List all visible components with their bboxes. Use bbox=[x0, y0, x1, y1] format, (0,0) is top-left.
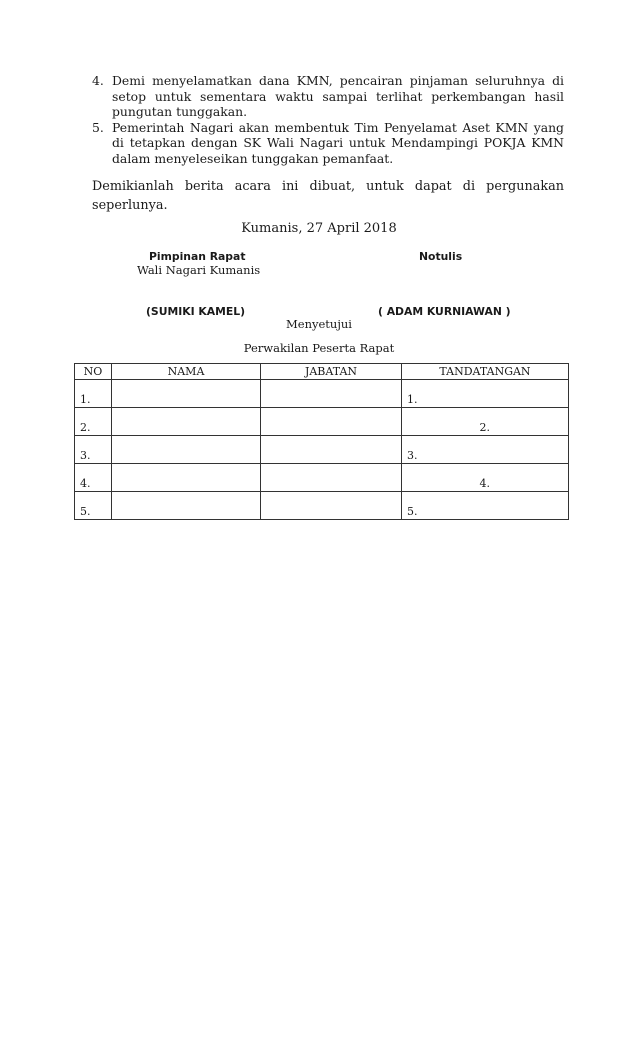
row-number: 5. bbox=[75, 492, 112, 520]
closing-statement: Demikianlah berita acara ini dibuat, untuk dapat di pergunakan seperlunya. bbox=[92, 179, 564, 213]
row-signature-cell: 3. bbox=[402, 436, 569, 464]
decision-list bbox=[92, 73, 564, 166]
row-number: 4. bbox=[75, 464, 112, 492]
list-item bbox=[92, 73, 564, 120]
table-row bbox=[75, 380, 569, 408]
row-name-cell bbox=[112, 464, 261, 492]
row-position-cell bbox=[261, 464, 402, 492]
table-header-row bbox=[75, 364, 569, 380]
table-row bbox=[75, 464, 569, 492]
place-date: Kumanis, 27 April 2018 bbox=[241, 221, 397, 236]
row-signature-cell: 5. bbox=[402, 492, 569, 520]
row-position-cell bbox=[261, 380, 402, 408]
row-signature-cell: 2. bbox=[402, 408, 569, 436]
chair-title: Pimpinan Rapat bbox=[149, 250, 246, 263]
header-nama: NAMA bbox=[112, 364, 261, 380]
participants-table bbox=[74, 363, 569, 520]
chair-subtitle: Wali Nagari Kumanis bbox=[137, 263, 261, 277]
chair-name: (SUMIKI KAMEL) bbox=[146, 305, 246, 318]
table-row bbox=[75, 492, 569, 520]
header-jabatan: JABATAN bbox=[261, 364, 402, 380]
approval-label: Menyetujui bbox=[286, 317, 352, 331]
row-number: 3. bbox=[75, 436, 112, 464]
row-signature-cell: 1. bbox=[402, 380, 569, 408]
list-item bbox=[92, 120, 564, 167]
row-number: 1. bbox=[75, 380, 112, 408]
list-item-number: 4. bbox=[92, 73, 104, 88]
list-item-text: Pemerintah Nagari akan membentuk Tim Penyelamat Aset KMN yang di tetapkan dengan SK Wali Nagari untuk Mendampingi POKJA KMN dalam menyeleseikan tunggakan pemanfaat. bbox=[112, 119, 564, 166]
row-signature-cell: 4. bbox=[402, 464, 569, 492]
secretary-name: ( ADAM KURNIAWAN ) bbox=[378, 305, 511, 318]
row-number: 2. bbox=[75, 408, 112, 436]
secretary-title: Notulis bbox=[419, 250, 463, 263]
list-item-text: Demi menyelamatkan dana KMN, pencairan pinjaman seluruhnya di setop untuk sementara waktu sampai terlihat perkembangan hasil pungutan tunggakan. bbox=[112, 73, 564, 119]
row-name-cell bbox=[112, 436, 261, 464]
table-row bbox=[75, 436, 569, 464]
row-name-cell bbox=[112, 492, 261, 520]
row-name-cell bbox=[112, 408, 261, 436]
row-position-cell bbox=[261, 436, 402, 464]
row-name-cell bbox=[112, 380, 261, 408]
row-position-cell bbox=[261, 408, 402, 436]
header-tandatangan: TANDATANGAN bbox=[402, 364, 569, 380]
representatives-heading: Perwakilan Peserta Rapat bbox=[243, 341, 395, 355]
table-row bbox=[75, 408, 569, 436]
row-position-cell bbox=[261, 492, 402, 520]
header-no: NO bbox=[75, 364, 112, 380]
list-item-number: 5. bbox=[92, 119, 104, 135]
